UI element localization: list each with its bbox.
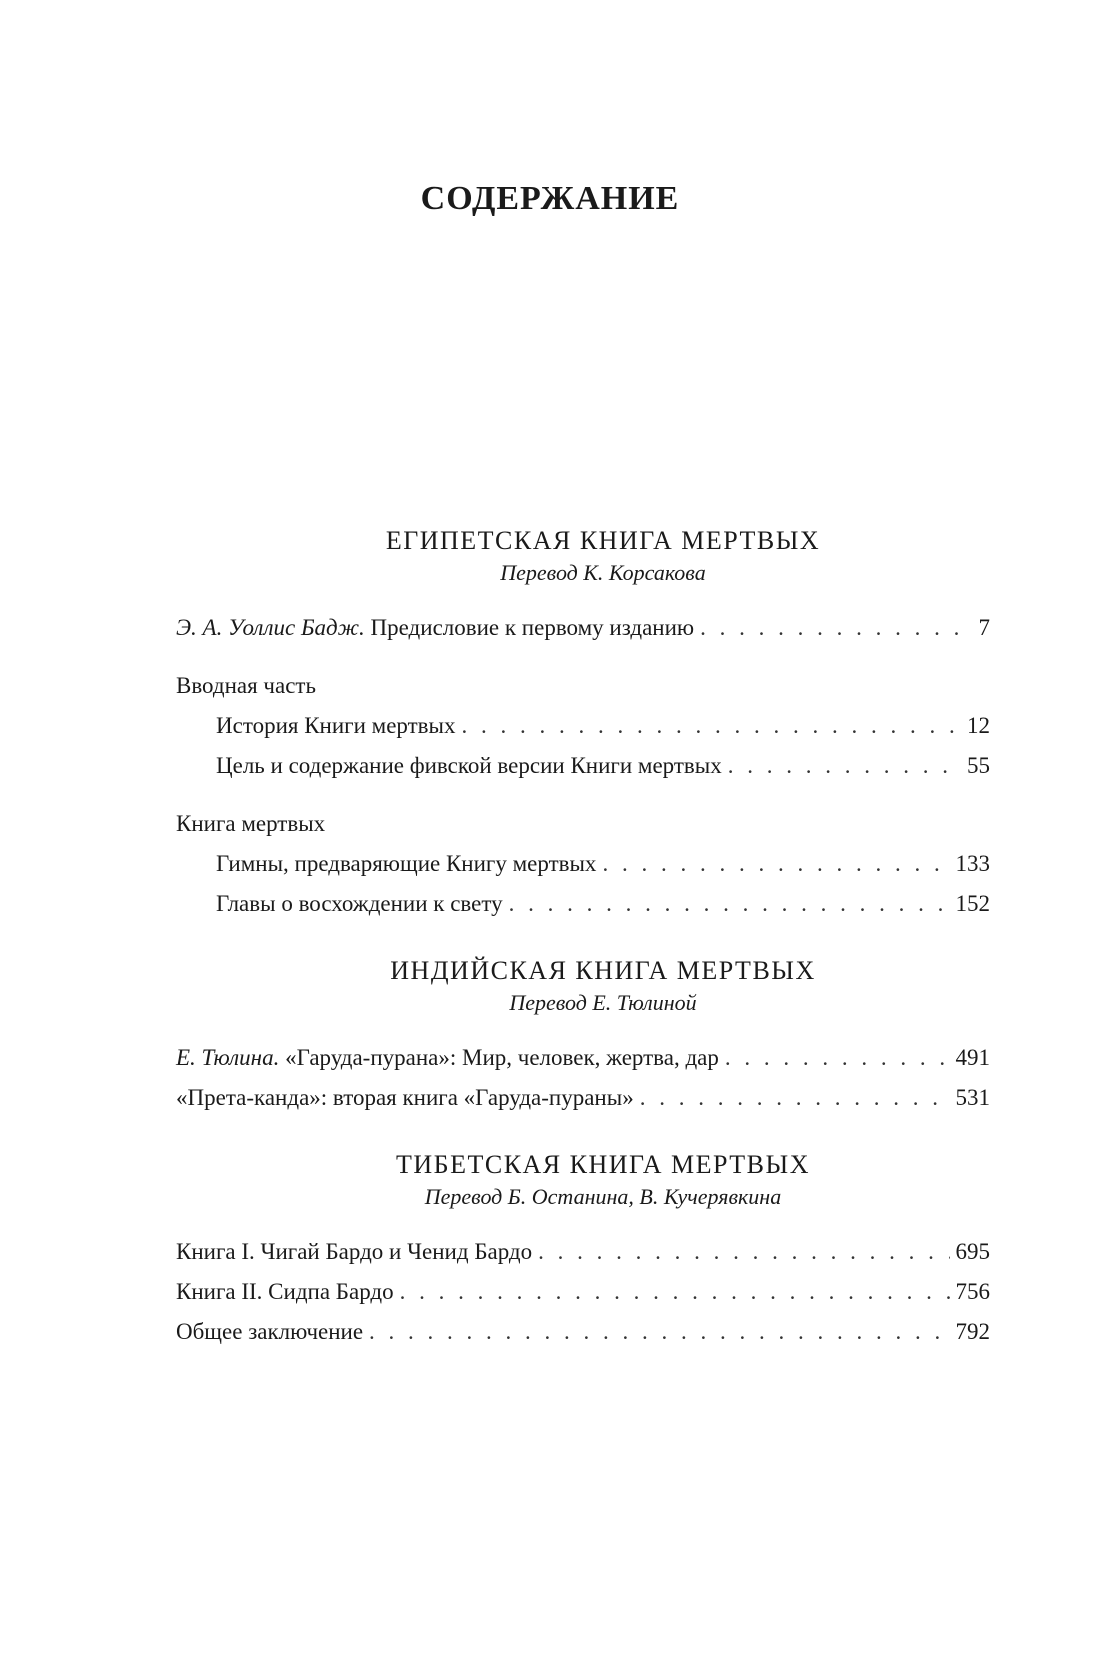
entry-title: Гимны, предваряющие Книгу мертвых — [216, 851, 597, 876]
page-number: 55 — [967, 753, 990, 778]
group-label: Книга мертвых — [176, 811, 326, 836]
leader-dots — [400, 1272, 950, 1312]
leader-dots — [369, 1312, 949, 1352]
toc-entry[interactable] — [176, 706, 990, 746]
entry-title: Цель и содержание фивской версии Книги мертвых — [216, 753, 722, 778]
section-title: ТИБЕТСКАЯ КНИГА МЕРТВЫХ — [396, 1150, 810, 1179]
leader-dots — [728, 746, 961, 786]
section-title: ИНДИЙСКАЯ КНИГА МЕРТВЫХ — [390, 956, 816, 985]
toc-entry[interactable] — [176, 1078, 990, 1118]
leader-dots — [640, 1078, 950, 1118]
toc-entry[interactable] — [176, 884, 990, 924]
section-translator: Перевод Б. Останина, В. Кучерявкина — [424, 1184, 782, 1209]
page-number: 12 — [967, 713, 990, 738]
page-number: 792 — [955, 1319, 990, 1344]
section-indian — [176, 954, 990, 1118]
toc-entry[interactable] — [176, 746, 990, 786]
toc-entry[interactable] — [176, 1038, 990, 1078]
toc-entry[interactable] — [176, 1232, 990, 1272]
toc-entry[interactable] — [176, 608, 990, 648]
page-number: 133 — [955, 851, 990, 876]
entry-title: «Гаруда-пурана»: Мир, человек, жертва, дар — [279, 1045, 719, 1070]
entry-text — [176, 608, 694, 648]
entry-title: Книга I. Чигай Бардо и Ченид Бардо — [176, 1239, 533, 1264]
section-title: ЕГИПЕТСКАЯ КНИГА МЕРТВЫХ — [385, 526, 821, 555]
leader-dots — [700, 608, 964, 648]
entry-title: «Прета-канда»: вторая книга «Гаруда-пураны» — [176, 1085, 634, 1110]
leader-dots — [461, 706, 961, 746]
entry-author: Э. А. Уоллис Бадж. — [176, 615, 365, 640]
leader-dots — [538, 1232, 949, 1272]
page-number: 152 — [955, 891, 990, 916]
toc-entry[interactable] — [176, 1312, 990, 1352]
toc-group — [176, 608, 990, 648]
section-egyptian — [176, 524, 990, 924]
entry-title: Предисловие к первому изданию — [364, 615, 695, 640]
entry-author: Е. Тюлина. — [176, 1045, 280, 1070]
toc-entry[interactable] — [176, 844, 990, 884]
section-translator: Перевод Е. Тюлиной — [509, 990, 697, 1015]
page-number: 695 — [955, 1239, 990, 1264]
toc-group-intro — [176, 666, 990, 786]
entry-title: Общее заключение — [176, 1319, 364, 1344]
table-of-contents — [176, 524, 990, 1382]
section-tibetan — [176, 1148, 990, 1352]
entry-text — [176, 1038, 719, 1078]
toc-group-book — [176, 804, 990, 924]
entry-title: История Книги мертвых — [216, 713, 456, 738]
toc-entry[interactable] — [176, 1272, 990, 1312]
page-title: СОДЕРЖАНИЕ — [420, 180, 680, 217]
leader-dots — [725, 1038, 950, 1078]
leader-dots — [509, 884, 950, 924]
entry-title: Книга II. Сидпа Бардо — [176, 1279, 394, 1304]
page-number: 491 — [955, 1045, 990, 1070]
section-translator: Перевод К. Корсакова — [500, 560, 706, 585]
page-number: 7 — [978, 615, 990, 640]
leader-dots — [602, 844, 949, 884]
entry-title: Главы о восхождении к свету — [216, 891, 503, 916]
page-number: 756 — [955, 1279, 990, 1304]
group-label: Вводная часть — [176, 673, 316, 698]
page-number: 531 — [955, 1085, 990, 1110]
